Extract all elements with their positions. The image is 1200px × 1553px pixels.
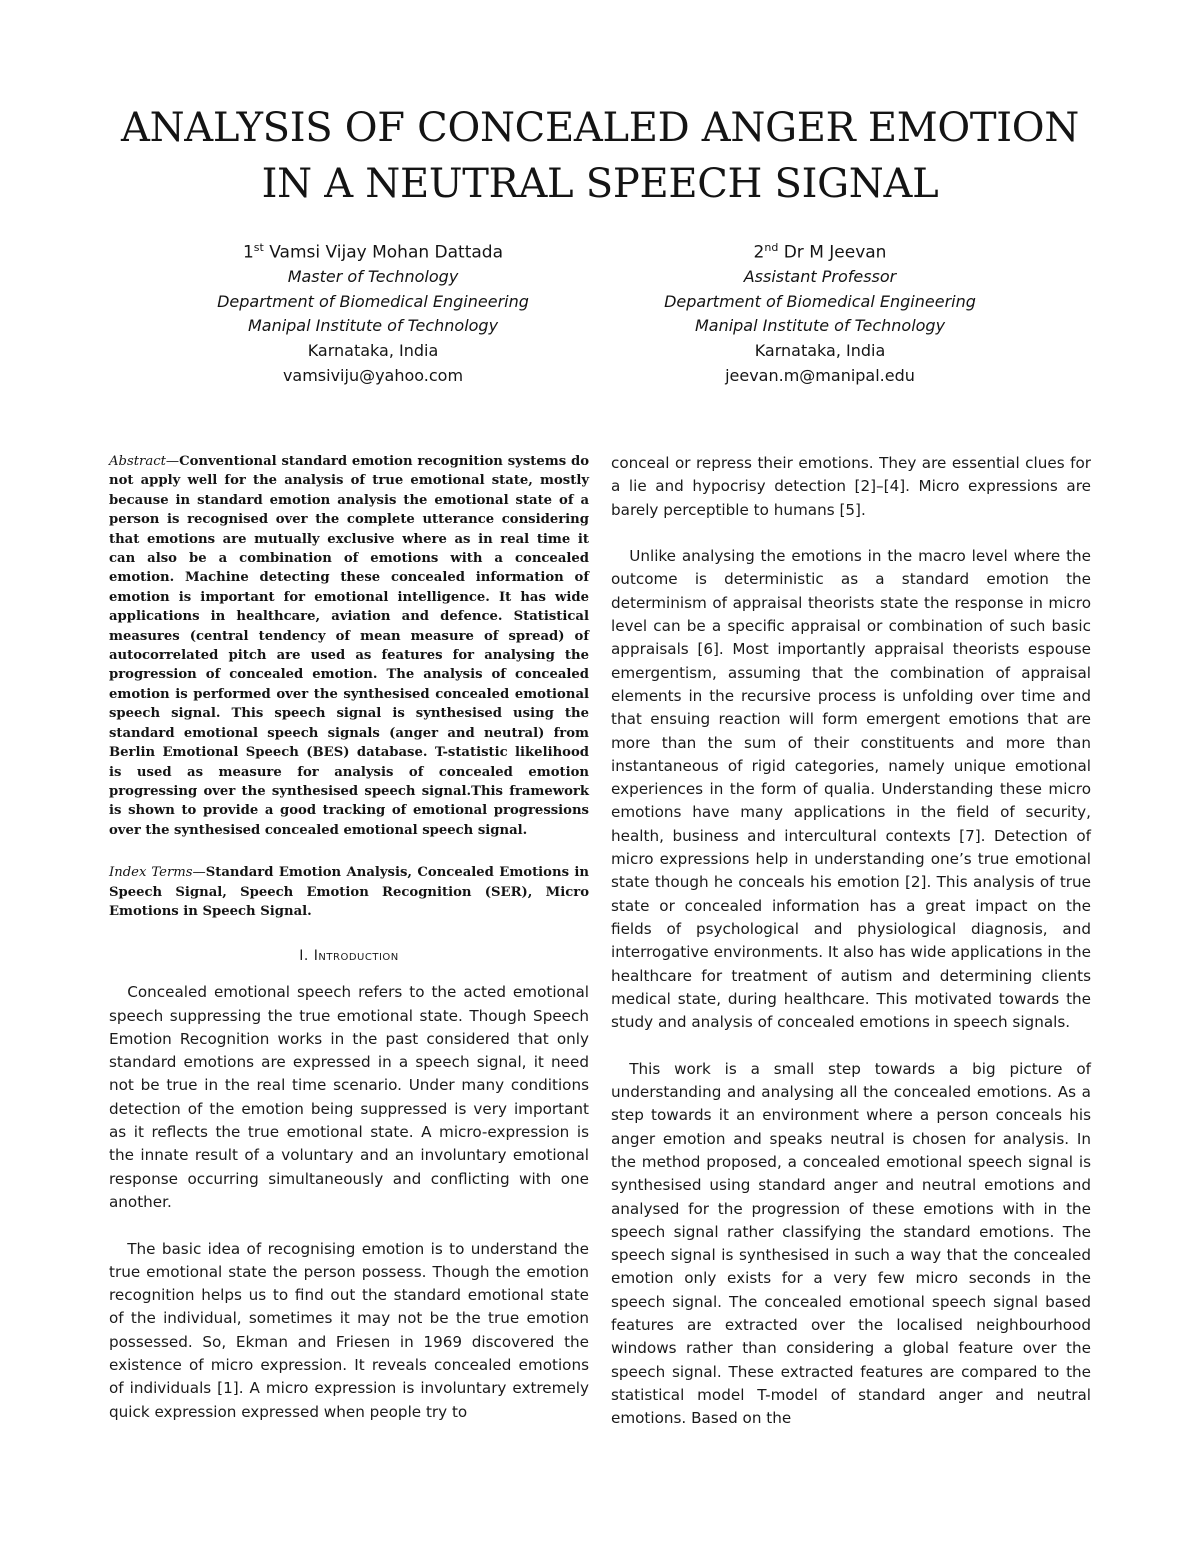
author-name: 1st Vamsi Vijay Mohan Dattada xyxy=(242,241,504,263)
right-column xyxy=(611,452,1091,1454)
author-location: Karnataka, India xyxy=(754,341,886,361)
author-institute: Manipal Institute of Technology xyxy=(247,316,499,336)
author-name: 2nd Dr M Jeevan xyxy=(753,241,887,263)
index-terms: Index Terms—Standard Emotion Analysis, Concealed Emotions in Speech Signal, Speech Emotion Recognition (SER), Micro Emotions in Speech Signal. xyxy=(109,865,589,920)
author-position: Master of Technology xyxy=(287,267,459,287)
title-line-2: IN A NEUTRAL SPEECH SIGNAL xyxy=(261,161,939,207)
author-department: Department of Biomedical Engineering xyxy=(664,291,976,311)
author-position: Assistant Professor xyxy=(743,267,897,287)
author-email: vamsiviju@yahoo.com xyxy=(282,365,464,385)
author-department: Department of Biomedical Engineering xyxy=(217,291,529,311)
author-location: Karnataka, India xyxy=(307,341,439,361)
paragraph: Unlike analysing the emotions in the macro level where the outcome is deterministic as a standard emotion the determinism of appraisal theorists state the response in micro level can be a specific appraisal or combination of such basic appraisals [6]. Most importantly appraisal theorists espouse emergentism, assuming that the combination of appraisal elements in the recursive process is unfolding over time and that ensuing reaction will form emergent emotions that are more than the sum of their constituents and more than instantaneous of rigid categories, namely unique emotional experiences in the form of qualia. Understanding these micro emotions have many applications in the field of security, health, business and intercultural contexts [7]. Detection of micro expressions help in understanding one’s true emotional state though he conceals his emotion [2]. This analysis of true state or concealed information has a great impact on the fields of psychological and physiological diagnosis, and interrogative environments. It also has wide applications in the healthcare for treatment of autism and determining clients medical state, during healthcare. This motivated towards the study and analysis of concealed emotions in speech signals. xyxy=(611,547,1091,1032)
paper-title xyxy=(60,100,1140,212)
paragraph: This work is a small step towards a big picture of understanding and analysing all the concealed emotions. As a step towards it an environment where a person conceals his anger emotion and speaks neutral is chosen for analysis. In the method proposed, a concealed emotional speech signal is synthesised using standard anger and neutral emotions and analysed for the progression of these emotions with in the speech signal rather classifying the standard emotions. The speech signal is synthesised in such a way that the concealed emotion only exists for a very few micro seconds in the speech signal. The concealed emotional speech signal based features are extracted over the localised neighbourhood windows rather than considering a global feature over the speech signal. These extracted features are compared to the statistical model T-model of standard anger and neutral emotions. Based on the xyxy=(611,1059,1091,1428)
abstract: Abstract—Conventional standard emotion recognition systems do not apply well for the analysis of true emotional state, mostly because in standard emotion analysis the emotional state of a person is recognised over the complete utterance considering that emotions are mutually exclusive where as in real time it can also be a combination of emotions with a concealed emotion. Machine detecting these concealed information of emotion is important for emotional intelligence. It has wide applications in healthcare, aviation and defence. Statistical measures (central tendency of mean measure of spread) of autocorrelated pitch are used as features for analysing the progression of concealed emotion. The analysis of concealed emotion is performed over the synthesised concealed emotional speech signal. This speech signal is synthesised using the standard emotional speech signals (anger and neutral) from Berlin Emotional Speech (BES) database. T-statistic likelihood is used as measure for analysis of concealed emotion progressing over the synthesised speech signal.This framework is shown to provide a good tracking of emotional progressions over the synthesised concealed emotional speech signal. xyxy=(109,454,589,838)
title-line-1: ANALYSIS OF CONCEALED ANGER EMOTION xyxy=(121,105,1079,151)
section-heading: I. Introduction xyxy=(299,947,399,964)
author-block-1 xyxy=(123,236,623,388)
author-email: jeevan.m@manipal.edu xyxy=(725,365,915,385)
author-institute: Manipal Institute of Technology xyxy=(694,316,946,336)
paragraph: Concealed emotional speech refers to the acted emotional speech suppressing the true emotional state. Though Speech Emotion Recognition works in the past considered that only standard emotions are expressed in a speech signal, it need not be true in the real time scenario. Under many conditions detection of the emotion being suppressed is very important as it reflects the true emotional state. A micro-expression is the innate result of a voluntary and an involuntary emotional response occurring simultaneously and conflicting with one another. xyxy=(109,983,589,1211)
paragraph: The basic idea of recognising emotion is to understand the true emotional state the person possess. Though the emotion recognition helps us to find out the standard emotional state of the individual, sometimes it may not be the true emotion possessed. So, Ekman and Friesen in 1969 discovered the existence of micro expression. It reveals concealed emotions of individuals [1]. A micro expression is involuntary extremely quick expression expressed when people try to xyxy=(109,1239,589,1421)
left-column xyxy=(109,452,589,1447)
paragraph: conceal or repress their emotions. They are essential clues for a lie and hypocrisy detection [2]–[4]. Micro expressions are barely perceptible to humans [5]. xyxy=(611,454,1091,519)
author-block-2 xyxy=(570,236,1070,388)
